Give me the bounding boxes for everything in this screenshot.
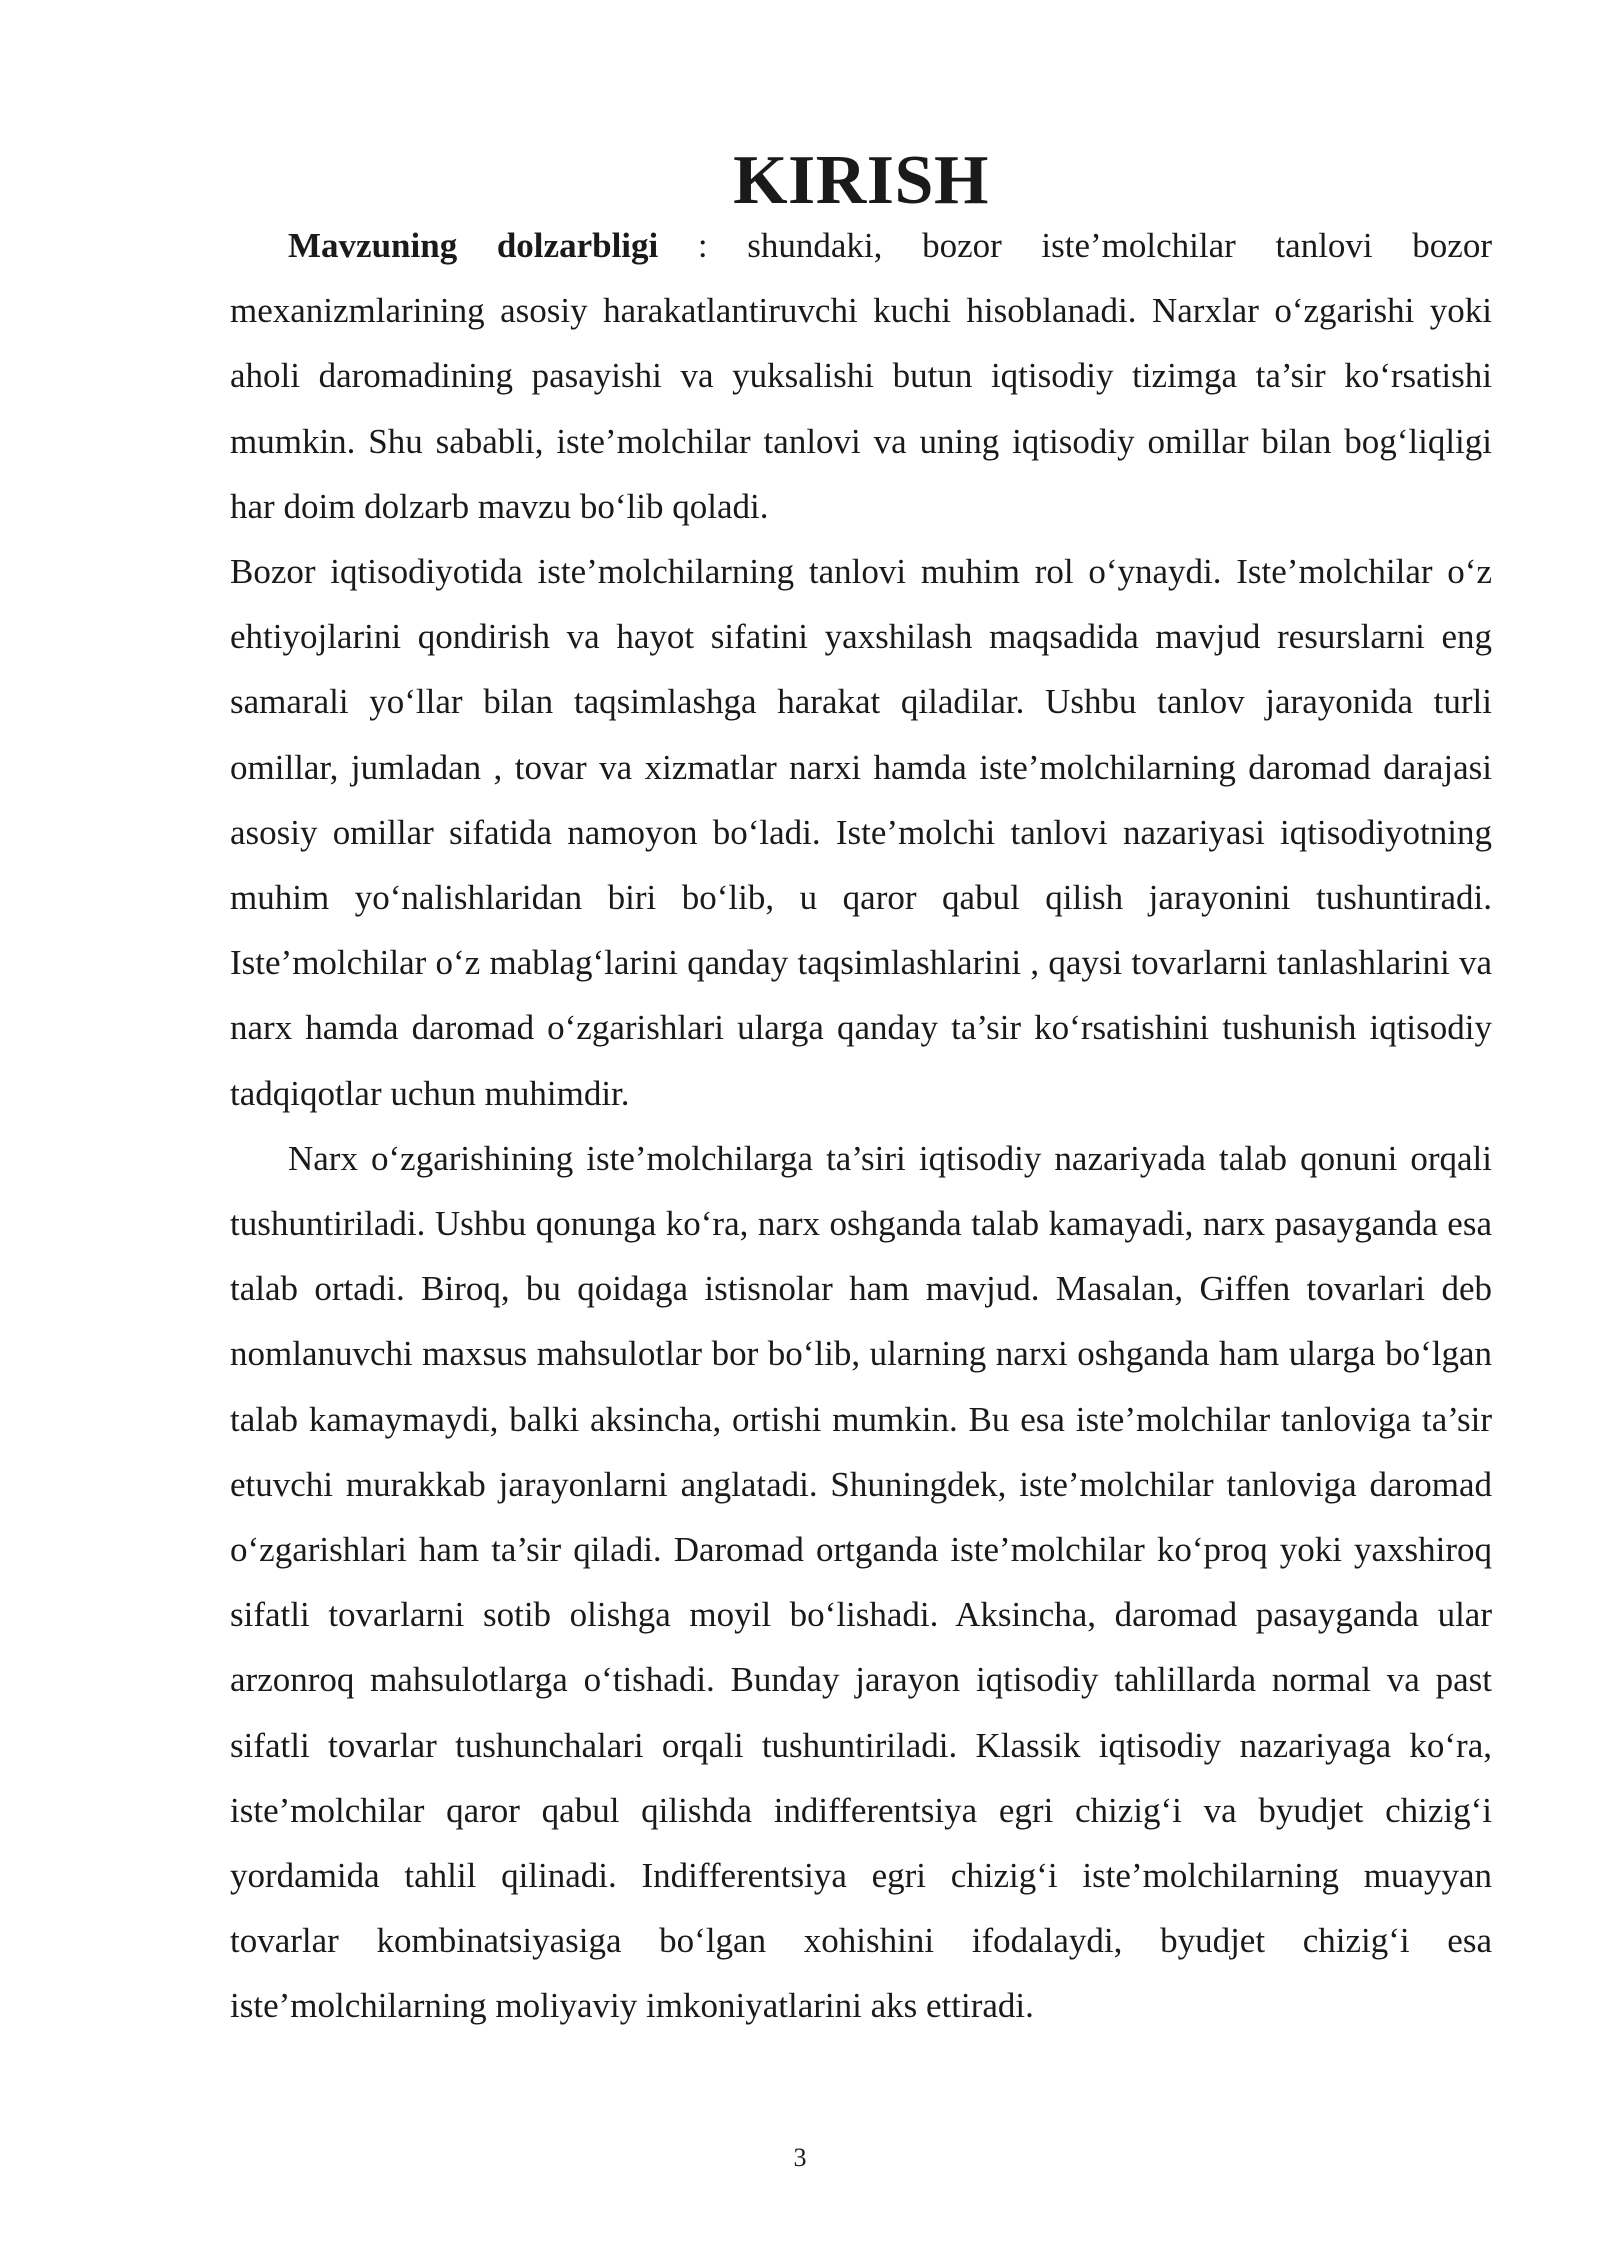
document-page [230, 142, 1492, 2039]
paragraph-market-economy [230, 539, 1492, 1126]
paragraph-relevance [230, 213, 1492, 539]
document-title: KIRISH [733, 142, 989, 219]
paragraph-text: Narx o‘zgarishining iste’molchilarga ta’siri iqtisodiy nazariyada talab qonuni orqali tushuntiriladi. Ushbu qonunga ko‘ra, narx oshganda talab kamayadi, narx pasayganda esa talab ortadi. Biroq, bu qoidaga istisnolar ham mavjud. Masalan, Giffen tovarlari deb nomlanuvchi maxsus mahsulotlar bor bo‘lib, ularning narxi oshganda ham ularga bo‘lgan talab kamaymaydi, balki aksincha, ortishi mumkin. Bu esa iste’molchilar tanloviga ta’sir etuvchi murakkab jarayonlarni anglatadi. Shuningdek, iste’molchilar tanloviga daromad o‘zgarishlari ham ta’sir qiladi. Daromad ortganda iste’molchilar ko‘proq yoki yaxshiroq sifatli tovarlarni sotib olishga moyil bo‘lishadi. Aksincha, daromad pasayganda ular arzonroq mahsulotlarga o‘tishadi. Bunday jarayon iqtisodiy tahlillarda normal va past sifatli tovarlar tushunchalari orqali tushuntiriladi. Klassik iqtisodiy nazariyaga ko‘ra, iste’molchilar qaror qabul qilishda indifferentsiya egri chizig‘i va byudjet chizig‘i yordamida tahlil qilinadi. Indifferentsiya egri chizig‘i iste’molchilarning muayyan tovarlar kombinatsiyasiga bo‘lgan xohishini ifodalaydi, byudjet chizig‘i esa iste’molchilarning moliyaviy imkoniyatlarini aks ettiradi. [230, 1138, 1492, 2026]
paragraph-text: Bozor iqtisodiyotida iste’molchilarning tanlovi muhim rol o‘ynaydi. Iste’molchilar o‘z ehtiyojlarini qondirish va hayot sifatini yaxshilash maqsadida mavjud resurslarni eng samarali yo‘llar bilan taqsimlashga harakat qiladilar. Ushbu tanlov jarayonida turli omillar, jumladan , tovar va xizmatlar narxi hamda iste’molchilarning daromad darajasi asosiy omillar sifatida namoyon bo‘ladi. Iste’molchi tanlovi nazariyasi iqtisodiyotning muhim yo‘nalishlaridan biri bo‘lib, u qaror qabul qilish jarayonini tushuntiradi. Iste’molchilar o‘z mablag‘larini qanday taqsimlashlarini , qaysi tovarlarni tanlashlarini va narx hamda daromad o‘zgarishlari ularga qanday ta’sir ko‘rsatishini tushunish iqtisodiy tadqiqotlar uchun muhimdir. [230, 552, 1492, 1113]
paragraph-price-change [230, 1126, 1492, 2039]
paragraph-text: : shundaki, bozor iste’molchilar tanlovi bozor mexanizmlarining asosiy harakatlantiruvchi kuchi hisoblanadi. Narxlar o‘zgarishi yoki aholi daromadining pasayishi va yuksalishi butun iqtisodiy tizimga ta’sir ko‘rsatishi mumkin. Shu sababli, iste’molchilar tanlovi va uning iqtisodiy omillar bilan bog‘liqligi har doim dolzarb mavzu bo‘lib qoladi. [230, 226, 1492, 526]
paragraph-lead-term: Mavzuning dolzarbligi [288, 226, 659, 265]
page-number: 3 [793, 2143, 807, 2172]
